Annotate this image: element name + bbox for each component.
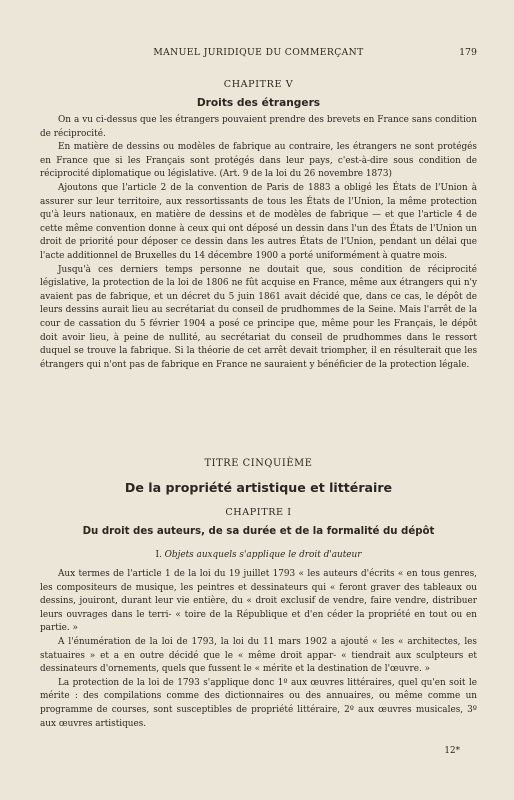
chapter-v-label: CHAPITRE V: [223, 79, 294, 90]
titre-title: De la propriété artistique et littéraire: [124, 480, 393, 495]
chapter-v-title: Droits des étrangers: [196, 97, 321, 109]
chapter-i-title: Du droit des auteurs, de sa durée et de la formalité du dépôt: [82, 526, 435, 537]
signature-mark: 12*: [444, 746, 460, 756]
paragraph: A l'énumération de la loi de 1793, la loi du 11 mars 1902 a ajouté « les « architectes, les statuaires » et a en outre décidé que le « même droit appar- « tiendrait aux sculpteurs et dessinateurs d'ornements, quels que fussent le « mérite et la destination de l'œuvre. »: [40, 636, 477, 675]
section-number: I.: [155, 550, 162, 560]
titre-label: TITRE CINQUIÈME: [204, 458, 313, 469]
running-title: MANUEL JURIDIQUE DU COMMERÇANT: [153, 47, 364, 58]
chapter-i-label: CHAPITRE I: [225, 507, 292, 518]
chapter-v-body: [40, 114, 477, 372]
paragraph: La protection de la loi de 1793 s'applique donc 1º aux œuvres littéraires, quel qu'en soit le mérite : des compilations comme des dictionnaires ou des annuaires, ou même comme un programme de courses, sont susceptibles de propriété littéraire, 2º aux œuvres musicales, 3º aux œuvres artistiques.: [40, 677, 477, 729]
paragraph: Jusqu'à ces derniers temps personne ne doutait que, sous condition de réciprocité législative, la protection de la loi de 1806 ne fût acquise en France, même aux étrangers qui n'y avaient pas de fabrique, et un décret du 5 juin 1861 avait décidé que, dans ce cas, le dépôt de leurs dessins aurait lieu au secrétariat du conseil de prudhommes de la Seine. Mais l'arrêt de la cour de cassation du 5 février 1904 a posé ce principe que, même pour les Français, le dépôt doit avoir lieu, à peine de nullité, au secrétariat du conseil de prudhommes dans le ressort duquel se trouve la fabrique. Si la théorie de cet arrêt devait triompher, il en résulterait que les étrangers qui n'ont pas de fabrique en France ne sauraient y bénéficier de la protection légale.: [40, 264, 477, 370]
paragraph: Aux termes de l'article 1 de la loi du 19 juillet 1793 « les auteurs d'écrits « en tous genres, les compositeurs de musique, les peintres et dessinateurs qui « feront graver des tableaux ou dessins, jouiront, durant leur vie entière, du « droit exclusif de vendre, faire vendre, distribuer leurs ouvrages dans le terri- « toire de la République et d'en céder la propriété en tout ou en partie. »: [40, 569, 477, 634]
section-title: Objets auxquels s'applique le droit d'auteur: [164, 550, 362, 560]
running-header: [40, 47, 477, 61]
chapter-i-body: [40, 568, 477, 731]
paragraph: Ajoutons que l'article 2 de la convention de Paris de 1883 a obligé les États de l'Union à assurer sur leur territoire, aux ressortissants de tous les États de l'Union, la même protection qu'à leurs nationaux, en matière de dessins et de modèles de fabrique — et que l'article 4 de cette même convention donne à ceux qui ont déposé un dessin dans l'un des États de l'Union un droit de priorité pour déposer ce dessin dans les autres États de l'Union, pendant un délai que l'acte additionnel de Bruxelles du 14 décembre 1900 a porté uniformément à quatre mois.: [40, 182, 477, 261]
paragraph: On a vu ci-dessus que les étrangers pouvaient prendre des brevets en France sans condition de réciprocité.: [40, 115, 477, 139]
section-heading: [40, 550, 477, 560]
page-number: 179: [459, 47, 477, 58]
paragraph: En matière de dessins ou modèles de fabrique au contraire, les étrangers ne sont protégés en France que si les Français sont protégés dans leur pays, c'est-à-dire sous condition de réciprocité diplomatique ou législative. (Art. 9 de la loi du 26 novembre 1873): [40, 142, 477, 180]
